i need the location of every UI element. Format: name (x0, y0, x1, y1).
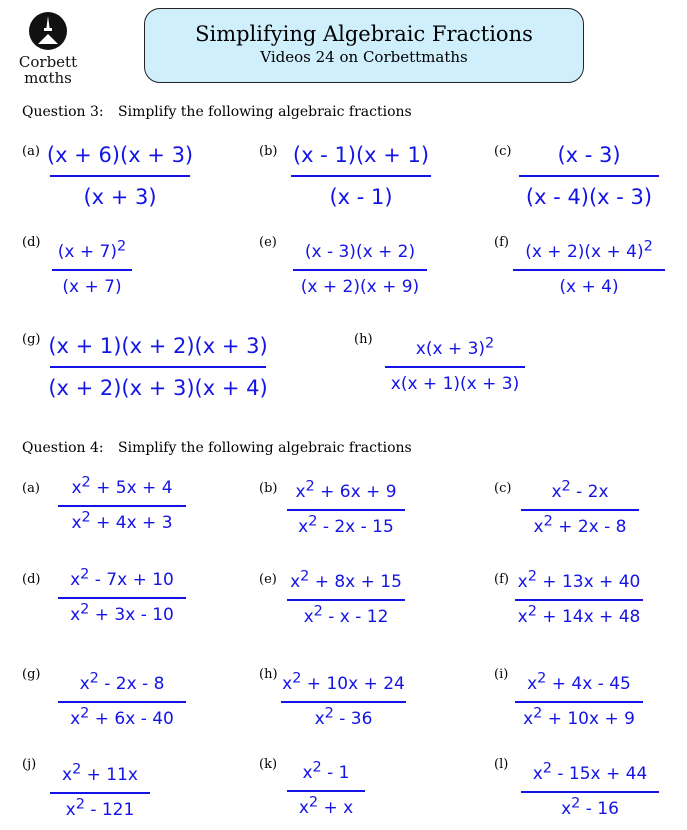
q3-fraction-f (513, 240, 665, 299)
q4-exponent: 2 (313, 603, 323, 620)
fraction-bar (58, 701, 186, 703)
q4-denominator-i: + 10x + 9 (542, 709, 635, 729)
fraction-bar (281, 701, 406, 703)
fraction-bar (385, 366, 525, 368)
q4-exponent: 2 (537, 670, 547, 687)
q4-fraction-c (521, 480, 639, 539)
q4-fraction-k (287, 761, 365, 820)
q4-exponent: 2 (81, 474, 91, 491)
q4-denominator-g: + 6x - 40 (89, 709, 174, 729)
q4-variable: x (79, 674, 90, 694)
q4-exponent: 2 (561, 478, 571, 495)
q3-fraction-h (385, 337, 525, 396)
q4-variable: x (298, 798, 309, 818)
fraction-bar (515, 701, 643, 703)
title-box (144, 8, 584, 83)
q4-exponent: 2 (72, 761, 82, 778)
q4-label-g: (g) (22, 667, 41, 682)
q4-denominator-d: + 3x - 10 (89, 605, 174, 625)
q4-denominator-j: - 121 (84, 800, 135, 820)
fraction-bar (50, 175, 190, 177)
q4-label-d: (d) (22, 572, 41, 587)
q4-numerator-j: + 11x (81, 765, 138, 785)
q4-variable: x (532, 764, 543, 784)
fraction-bar (50, 792, 150, 794)
q3-numerator-d: (x + 7) (57, 242, 117, 262)
q4-label-h: (h) (259, 667, 278, 682)
q4-label-a: (a) (22, 481, 40, 496)
q3-fraction-c (519, 140, 659, 212)
q3-label-f: (f) (494, 235, 509, 250)
q4-fraction-i (515, 672, 643, 731)
q4-label-l: (l) (494, 757, 509, 772)
q4-fraction-b (287, 480, 405, 539)
q4-fraction-a (58, 476, 186, 535)
q4-variable: x (71, 513, 82, 533)
fraction-bar (519, 175, 659, 177)
q4-variable: x (517, 607, 528, 627)
q4-denominator-h: - 36 (333, 709, 373, 729)
q3-numerator-f: (x + 2)(x + 4) (525, 242, 644, 262)
q4-variable: x (517, 572, 528, 592)
q4-numerator-a: + 5x + 4 (90, 478, 173, 498)
q4-exponent: 2 (308, 794, 319, 811)
q4-exponent: 2 (305, 478, 315, 495)
q4-numerator-d: - 7x + 10 (89, 570, 174, 590)
q4-variable: x (523, 709, 534, 729)
q4-fraction-e (287, 570, 405, 629)
q3-label-g: (g) (22, 332, 41, 347)
q4-exponent: 2 (324, 705, 334, 722)
q3-fraction-g (50, 331, 266, 403)
fraction-bar (513, 269, 665, 271)
q4-exponent: 2 (300, 568, 310, 585)
q3-label-b: (b) (259, 144, 278, 159)
q4-exponent: 2 (571, 795, 581, 812)
q4-label-b: (b) (259, 481, 278, 496)
q4-exponent: 2 (308, 513, 318, 530)
q3-numerator-e: (x - 3)(x + 2) (304, 242, 416, 262)
fraction-bar (521, 509, 639, 511)
q4-denominator-a: + 4x + 3 (90, 513, 173, 533)
q4-exponent: 2 (292, 670, 302, 687)
q4-variable: x (551, 482, 562, 502)
question4-heading (22, 440, 412, 456)
q4-exponent: 2 (80, 566, 90, 583)
q4-exponent: 2 (543, 513, 553, 530)
q3-fraction-d (52, 240, 132, 299)
q3-numerator-g: (x + 1)(x + 2)(x + 3) (48, 334, 268, 358)
q4-variable: x (65, 800, 76, 820)
q4-label-k: (k) (259, 757, 278, 772)
q4-variable: x (302, 763, 313, 783)
question4-number: Question 4: (22, 440, 104, 456)
q4-fraction-l (521, 762, 659, 821)
q3-denominator-g: (x + 2)(x + 3)(x + 4) (48, 376, 268, 400)
fraction-bar (287, 790, 365, 792)
page-title: Simplifying Algebraic Fractions (195, 22, 533, 46)
fraction-bar (515, 599, 643, 601)
q3-numerator-c: (x - 3) (557, 143, 621, 167)
q3-numerator-a: (x + 6)(x + 3) (46, 143, 194, 167)
q3-denominator-a: (x + 3) (83, 185, 157, 209)
q4-variable: x (70, 605, 81, 625)
q3-exponent-f: 2 (643, 238, 653, 255)
q4-exponent: 2 (527, 603, 537, 620)
q4-variable: x (62, 765, 73, 785)
fraction-bar (287, 509, 405, 511)
q3-denominator-b: (x - 1) (329, 185, 393, 209)
q4-variable: x (282, 674, 293, 694)
q4-numerator-b: + 6x + 9 (314, 482, 397, 502)
q3-label-a: (a) (22, 144, 40, 159)
q4-exponent: 2 (75, 796, 85, 813)
q4-exponent: 2 (542, 760, 552, 777)
q4-variable: x (295, 482, 306, 502)
q4-fraction-j (50, 763, 150, 822)
q4-label-e: (e) (259, 572, 277, 587)
q4-numerator-k: - 1 (321, 763, 350, 783)
q4-variable: x (314, 709, 325, 729)
q4-variable: x (561, 799, 572, 819)
q4-numerator-f: + 13x + 40 (536, 572, 641, 592)
q4-exponent: 2 (81, 509, 91, 526)
q4-variable: x (71, 478, 82, 498)
fraction-bar (287, 599, 405, 601)
q3-fraction-e (293, 240, 427, 299)
q4-exponent: 2 (80, 601, 90, 618)
q4-label-f: (f) (494, 572, 509, 587)
fraction-bar (521, 791, 659, 793)
question3-instruction: Simplify the following algebraic fractions (118, 104, 412, 120)
question3-number: Question 3: (22, 104, 104, 120)
page-subtitle: Videos 24 on Corbettmaths (260, 48, 468, 66)
q4-numerator-c: - 2x (570, 482, 609, 502)
brand-line1: Corbett (18, 53, 78, 71)
fraction-bar (52, 269, 132, 271)
q4-label-i: (i) (494, 667, 509, 682)
q4-exponent: 2 (533, 705, 543, 722)
q4-denominator-c: + 2x - 8 (552, 517, 627, 537)
fraction-bar (50, 366, 266, 368)
q3-fraction-a (46, 140, 194, 212)
q4-denominator-e: - x - 12 (322, 607, 389, 627)
q4-variable: x (70, 709, 81, 729)
q4-exponent: 2 (527, 568, 537, 585)
question4-instruction: Simplify the following algebraic fractions (118, 440, 412, 456)
q4-exponent: 2 (80, 705, 90, 722)
q3-denominator-e: (x + 2)(x + 9) (300, 277, 420, 297)
q4-numerator-l: - 15x + 44 (551, 764, 648, 784)
q3-label-h: (h) (354, 332, 373, 347)
q3-label-e: (e) (259, 235, 277, 250)
q3-label-d: (d) (22, 235, 41, 250)
q3-exponent-d: 2 (117, 238, 127, 255)
fraction-bar (58, 505, 186, 507)
q4-label-c: (c) (494, 481, 512, 496)
q3-fraction-b (291, 140, 431, 212)
q4-fraction-f (515, 570, 643, 629)
corbettmaths-logo (8, 8, 88, 88)
q4-denominator-l: - 16 (580, 799, 619, 819)
q3-denominator-d: (x + 7) (62, 277, 122, 297)
q4-variable: x (290, 572, 301, 592)
q4-fraction-h (281, 672, 406, 731)
q4-fraction-d (58, 568, 186, 627)
q3-numerator-b: (x - 1)(x + 1) (292, 143, 430, 167)
q4-variable: x (303, 607, 314, 627)
q4-variable: x (533, 517, 544, 537)
fraction-bar (293, 269, 427, 271)
q4-denominator-b: - 2x - 15 (317, 517, 394, 537)
q4-variable: x (527, 674, 538, 694)
fraction-bar (291, 175, 431, 177)
q3-numerator-h: x(x + 3) (415, 339, 486, 359)
q4-denominator-f: + 14x + 48 (536, 607, 641, 627)
q4-exponent: 2 (89, 670, 99, 687)
q4-label-j: (j) (22, 757, 37, 772)
q4-numerator-h: + 10x + 24 (301, 674, 405, 694)
q4-numerator-e: + 8x + 15 (309, 572, 402, 592)
q3-denominator-f: (x + 4) (559, 277, 619, 297)
fraction-bar (58, 597, 186, 599)
question3-heading (22, 104, 412, 120)
q3-exponent-h: 2 (485, 335, 495, 352)
brand-line2: mαths (24, 69, 72, 87)
q3-denominator-h: x(x + 1)(x + 3) (390, 374, 520, 394)
logo-emblem-icon (8, 8, 88, 54)
q4-numerator-g: - 2x - 8 (98, 674, 165, 694)
q4-variable: x (70, 570, 81, 590)
q4-denominator-k: + x (318, 798, 354, 818)
q4-variable: x (298, 517, 309, 537)
q3-label-c: (c) (494, 144, 512, 159)
q4-exponent: 2 (312, 759, 322, 776)
q3-denominator-c: (x - 4)(x - 3) (525, 185, 653, 209)
q4-fraction-g (58, 672, 186, 731)
q4-numerator-i: + 4x - 45 (546, 674, 631, 694)
